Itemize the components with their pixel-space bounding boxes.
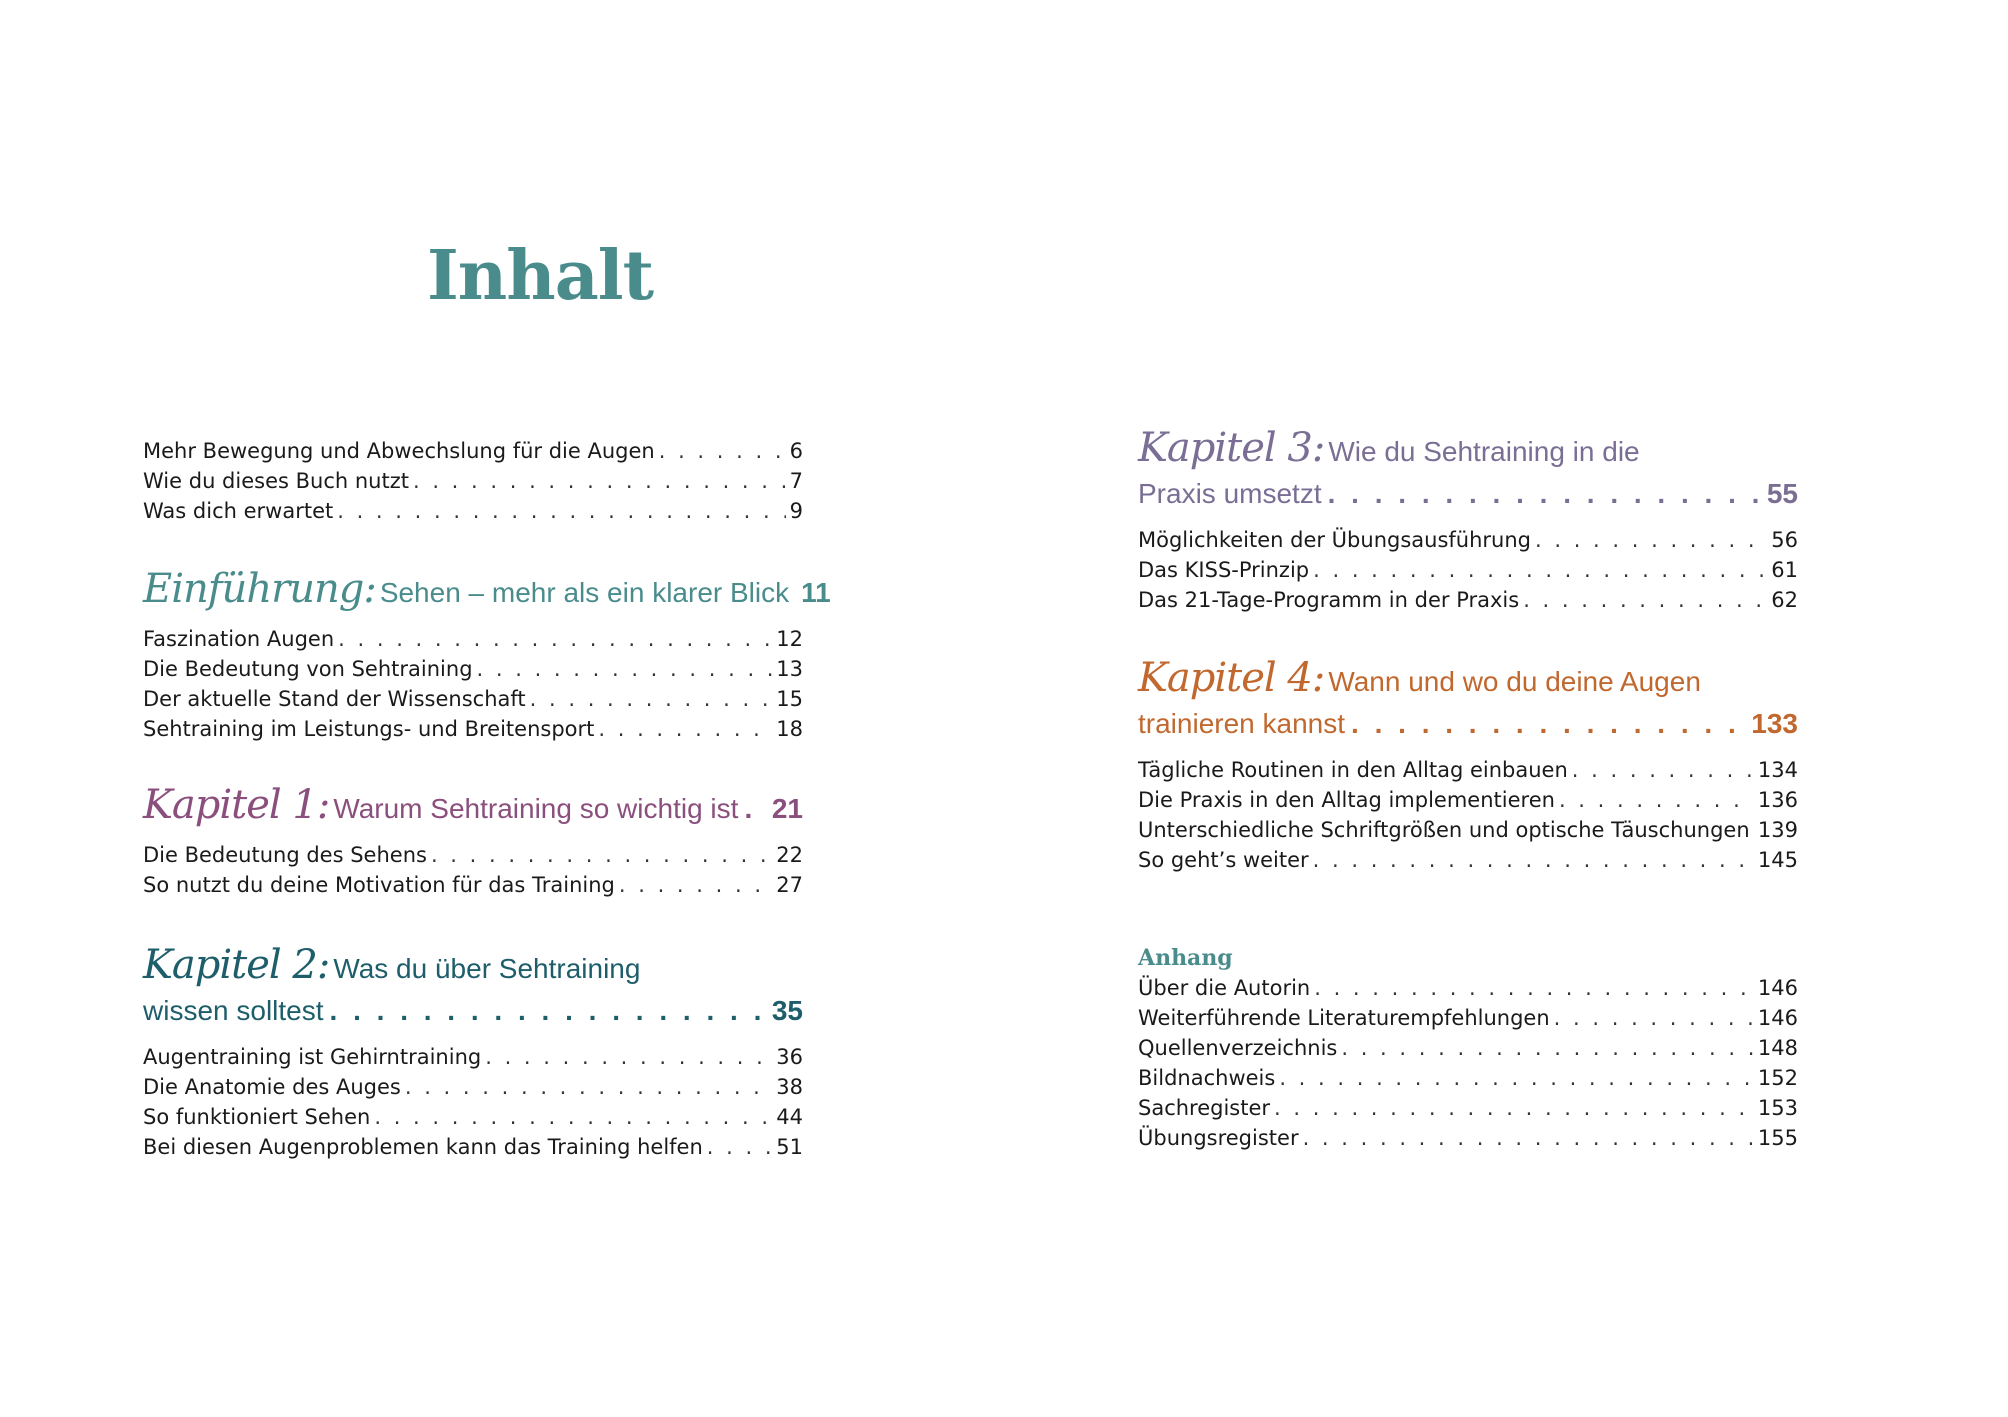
toc-entry[interactable] bbox=[1138, 555, 1798, 585]
chapter-items bbox=[1138, 755, 1798, 875]
chapter-heading[interactable] bbox=[143, 784, 803, 830]
leader-dots bbox=[1554, 1003, 1754, 1033]
toc-entry-page: 146 bbox=[1757, 1006, 1798, 1030]
toc-entry[interactable] bbox=[1138, 845, 1798, 875]
leader-dots bbox=[598, 714, 772, 744]
toc-entry-page: 12 bbox=[776, 627, 803, 651]
chapter-page: 11 bbox=[801, 577, 831, 608]
leader-dots bbox=[1351, 703, 1745, 745]
toc-entry-title: Tägliche Routinen in den Alltag einbauen bbox=[1138, 758, 1568, 782]
toc-entry[interactable] bbox=[1138, 585, 1798, 615]
leader-dots bbox=[1274, 1093, 1754, 1123]
chapter-title: Sehen – mehr als ein klarer Blick bbox=[379, 577, 790, 608]
leader-dots bbox=[1559, 785, 1754, 815]
toc-entry-page: 36 bbox=[776, 1045, 803, 1069]
toc-entry[interactable] bbox=[143, 840, 803, 870]
toc-entry-title: Der aktuelle Stand der Wissenschaft bbox=[143, 687, 526, 711]
toc-entry-page: 146 bbox=[1757, 976, 1798, 1000]
chapter-items bbox=[143, 1042, 803, 1162]
toc-entry-page: 139 bbox=[1757, 818, 1798, 842]
section-anhang bbox=[1138, 943, 1798, 1153]
leader-dots bbox=[1535, 525, 1767, 555]
toc-entry[interactable] bbox=[143, 714, 803, 744]
toc-entry[interactable] bbox=[1138, 1033, 1798, 1063]
toc-entry[interactable] bbox=[143, 496, 803, 526]
toc-entry-title: Quellenverzeichnis bbox=[1138, 1036, 1338, 1060]
toc-entry-title: Die Praxis in den Alltag implementieren bbox=[1138, 788, 1555, 812]
toc-entry[interactable] bbox=[1138, 1093, 1798, 1123]
toc-entry-page: 27 bbox=[776, 873, 803, 897]
toc-entry-title: Augentraining ist Gehirntraining bbox=[143, 1045, 482, 1069]
toc-entry-page: 44 bbox=[776, 1105, 803, 1129]
leader-dots bbox=[1572, 755, 1754, 785]
toc-entry-page: 152 bbox=[1757, 1066, 1798, 1090]
toc-entry[interactable] bbox=[1138, 1123, 1798, 1153]
toc-entry[interactable] bbox=[143, 684, 803, 714]
anhang-heading: Anhang bbox=[1138, 945, 1233, 971]
chapter-title-line-1: Was du über Sehtraining bbox=[333, 953, 641, 984]
toc-entry-page: 145 bbox=[1757, 848, 1798, 872]
toc-entry-page: 38 bbox=[776, 1075, 803, 1099]
leader-dots bbox=[707, 1132, 772, 1162]
leader-dots bbox=[744, 788, 765, 830]
chapter-page: 35 bbox=[771, 995, 803, 1026]
toc-entry-page: 18 bbox=[776, 717, 803, 741]
toc-entry-title: Unterschiedliche Schriftgrößen und optische Täuschungen bbox=[1138, 818, 1750, 842]
chapter-heading[interactable] bbox=[143, 566, 831, 614]
toc-entry-title: Sehtraining im Leistungs- und Breitensport bbox=[143, 717, 595, 741]
section-kapitel-1 bbox=[143, 784, 803, 900]
toc-entry-title: Was dich erwartet bbox=[143, 499, 334, 523]
toc-entry-page: 134 bbox=[1757, 758, 1798, 782]
toc-entry-title: Weiterführende Literaturempfehlungen bbox=[1138, 1006, 1550, 1030]
leader-dots bbox=[1303, 1123, 1754, 1153]
toc-entry-title: So funktioniert Sehen bbox=[143, 1105, 371, 1129]
toc-entry[interactable] bbox=[1138, 973, 1798, 1003]
toc-entry-title: So geht’s weiter bbox=[1138, 848, 1309, 872]
section-einfuehrung bbox=[143, 566, 831, 744]
leader-dots bbox=[619, 870, 772, 900]
toc-entry[interactable] bbox=[143, 870, 803, 900]
toc-entry[interactable] bbox=[143, 654, 803, 684]
toc-entry[interactable] bbox=[1138, 785, 1798, 815]
toc-entry-title: Die Bedeutung des Sehens bbox=[143, 843, 427, 867]
toc-entry-title: Sachregister bbox=[1138, 1096, 1271, 1120]
toc-entry[interactable] bbox=[143, 1102, 803, 1132]
chapter-items bbox=[1138, 525, 1798, 615]
leader-dots bbox=[1279, 1063, 1754, 1093]
chapter-items bbox=[143, 624, 803, 744]
chapter-script-label: Kapitel 2: bbox=[143, 942, 330, 988]
chapter-title-line-1: Wann und wo du deine Augen bbox=[1328, 666, 1701, 697]
toc-entry[interactable] bbox=[1138, 755, 1798, 785]
toc-entry-page: 148 bbox=[1757, 1036, 1798, 1060]
chapter-page: 133 bbox=[1751, 708, 1798, 739]
chapter-title-line-1: Wie du Sehtraining in die bbox=[1328, 436, 1640, 467]
leader-dots bbox=[1328, 473, 1761, 515]
toc-entry[interactable] bbox=[143, 624, 803, 654]
leader-dots bbox=[477, 654, 773, 684]
toc-entry-page: 56 bbox=[1771, 528, 1798, 552]
leader-dots bbox=[530, 684, 773, 714]
toc-entry[interactable] bbox=[1138, 525, 1798, 555]
toc-entry-title: So nutzt du deine Motivation für das Training bbox=[143, 873, 615, 897]
chapter-title: Warum Sehtraining so wichtig ist bbox=[333, 793, 739, 824]
chapter-heading[interactable] bbox=[1138, 657, 1798, 745]
toc-entry-title: Wie du dieses Buch nutzt bbox=[143, 469, 409, 493]
chapter-script-label: Kapitel 3: bbox=[1138, 425, 1325, 471]
leader-dots bbox=[1314, 973, 1754, 1003]
leader-dots bbox=[374, 1102, 772, 1132]
toc-entry[interactable] bbox=[1138, 815, 1798, 845]
chapter-script-label: Kapitel 1: bbox=[143, 782, 330, 828]
section-kapitel-3 bbox=[1138, 427, 1798, 615]
toc-entry-title: Über die Autorin bbox=[1138, 976, 1311, 1000]
toc-entry-page: 61 bbox=[1771, 558, 1798, 582]
chapter-script-label: Einführung: bbox=[143, 566, 376, 612]
toc-entry[interactable] bbox=[1138, 1063, 1798, 1093]
chapter-title-line-2: trainieren kannst bbox=[1138, 708, 1346, 739]
toc-entry-title: Faszination Augen bbox=[143, 627, 335, 651]
chapter-items bbox=[143, 840, 803, 900]
leader-dots bbox=[1313, 845, 1754, 875]
leader-dots bbox=[413, 466, 786, 496]
leader-dots bbox=[1341, 1033, 1754, 1063]
toc-entry-page: 62 bbox=[1771, 588, 1798, 612]
chapter-title-line-2: Praxis umsetzt bbox=[1138, 478, 1322, 509]
toc-entry-title: Möglichkeiten der Übungsausführung bbox=[1138, 528, 1531, 552]
leader-dots bbox=[485, 1042, 772, 1072]
toc-entry-title: Mehr Bewegung und Abwechslung für die Augen bbox=[143, 439, 655, 463]
leader-dots bbox=[338, 624, 772, 654]
toc-entry-title: Bei diesen Augenproblemen kann das Training helfen bbox=[143, 1135, 703, 1159]
toc-entry-page: 6 bbox=[789, 439, 803, 463]
chapter-script-label: Kapitel 4: bbox=[1138, 655, 1325, 701]
toc-entry-title: Bildnachweis bbox=[1138, 1066, 1276, 1090]
chapter-page: 55 bbox=[1766, 478, 1798, 509]
toc-entry[interactable] bbox=[143, 1042, 803, 1072]
chapter-heading[interactable] bbox=[1138, 427, 1798, 515]
toc-entry-page: 7 bbox=[789, 469, 803, 493]
toc-entry-page: 9 bbox=[789, 499, 803, 523]
toc-entry[interactable] bbox=[143, 466, 803, 496]
leader-dots bbox=[1523, 585, 1767, 615]
toc-entry-page: 153 bbox=[1757, 1096, 1798, 1120]
toc-entry-page: 22 bbox=[776, 843, 803, 867]
toc-entry-title: Das 21-Tage-Programm in der Praxis bbox=[1138, 588, 1520, 612]
leader-dots bbox=[330, 990, 766, 1032]
leader-dots bbox=[431, 840, 772, 870]
leader-dots bbox=[405, 1072, 772, 1102]
chapter-page: 21 bbox=[771, 793, 803, 824]
toc-entry-page: 136 bbox=[1757, 788, 1798, 812]
toc-entry-page: 155 bbox=[1757, 1126, 1798, 1150]
page-title: Inhalt bbox=[427, 236, 653, 316]
toc-entry[interactable] bbox=[143, 436, 803, 466]
leader-dots bbox=[659, 436, 786, 466]
toc-entry[interactable] bbox=[143, 1072, 803, 1102]
toc-entry-title: Das KISS-Prinzip bbox=[1138, 558, 1310, 582]
leader-dots bbox=[1313, 555, 1767, 585]
toc-entry-page: 51 bbox=[776, 1135, 803, 1159]
section-kapitel-4 bbox=[1138, 657, 1798, 875]
toc-entry[interactable] bbox=[1138, 1003, 1798, 1033]
toc-entry-page: 15 bbox=[776, 687, 803, 711]
leader-dots bbox=[337, 496, 785, 526]
toc-entry-title: Übungsregister bbox=[1138, 1126, 1299, 1150]
chapter-title-line-2: wissen solltest bbox=[143, 995, 324, 1026]
toc-entry-title: Die Anatomie des Auges bbox=[143, 1075, 401, 1099]
chapter-heading[interactable] bbox=[143, 944, 803, 1032]
preface-list bbox=[143, 436, 803, 526]
toc-entry[interactable] bbox=[143, 1132, 803, 1162]
toc-entry-page: 13 bbox=[776, 657, 803, 681]
section-kapitel-2 bbox=[143, 944, 803, 1162]
toc-entry-title: Die Bedeutung von Sehtraining bbox=[143, 657, 473, 681]
